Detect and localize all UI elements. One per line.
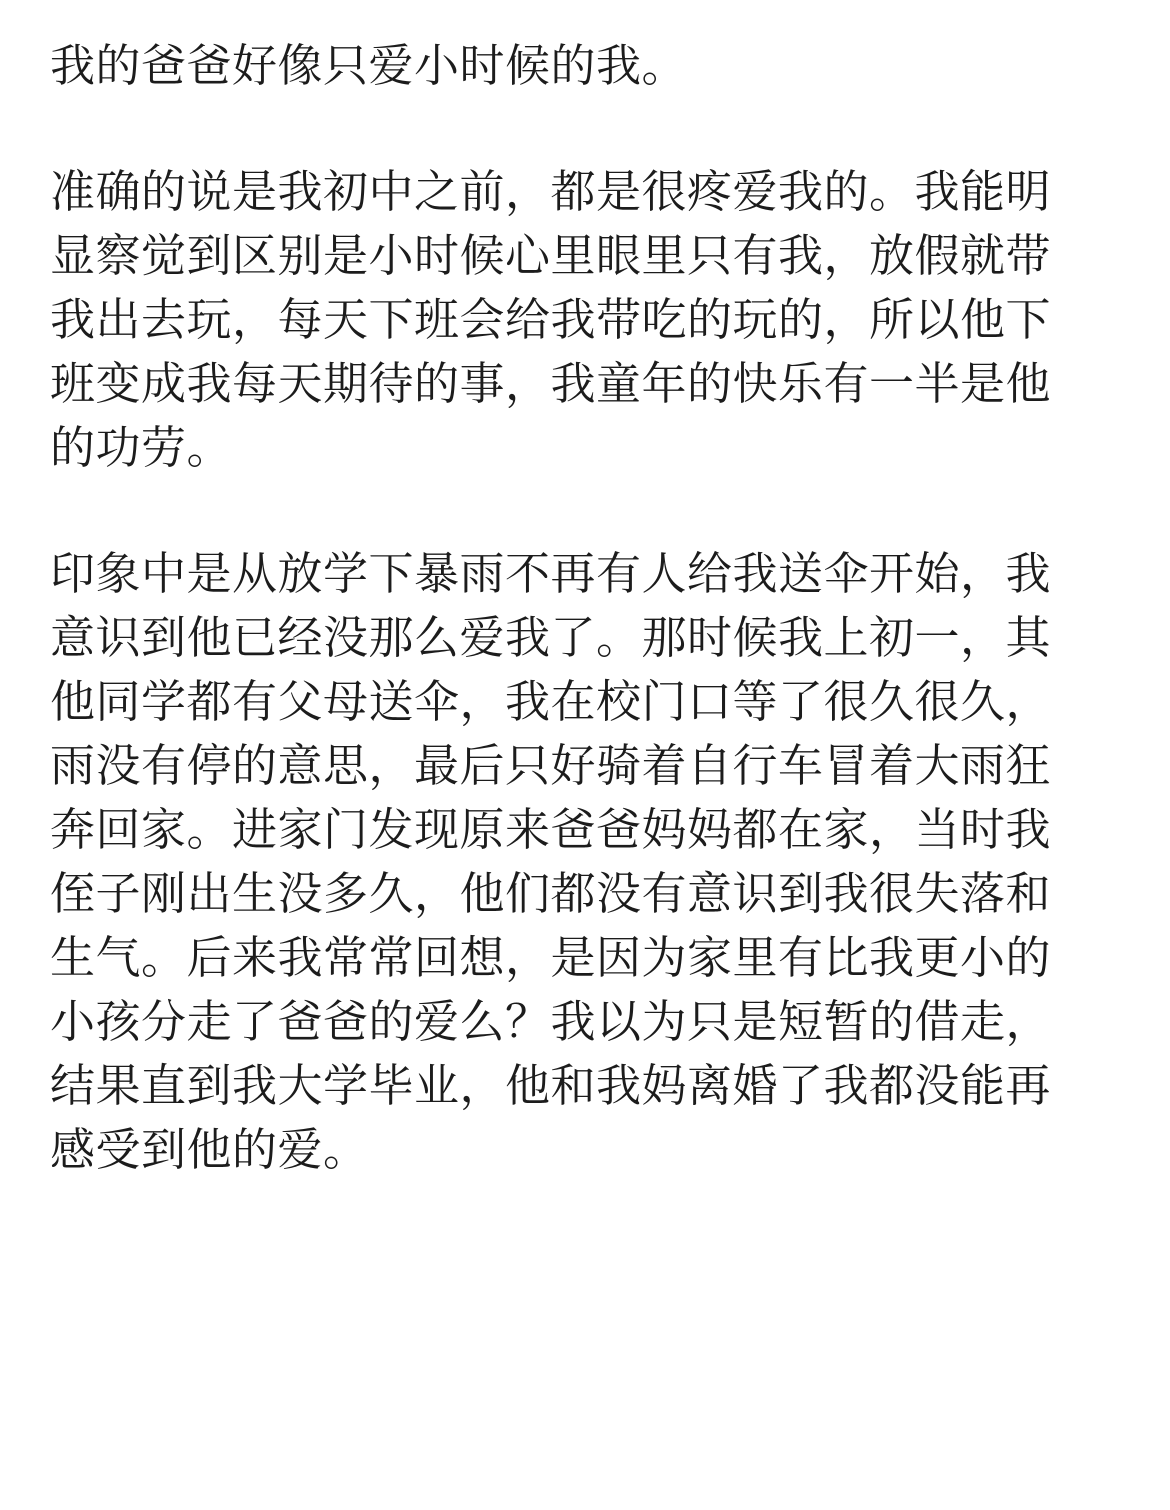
article-body (50, 34, 1080, 1182)
paragraph-3: 印象中是从放学下暴雨不再有人给我送伞开始，我意识到他已经没那么爱我了。那时候我上初一，其他同学都有父母送伞，我在校门口等了很久很久，雨没有停的意思，最后只好骑着自行车冒着大雨狂奔回家。进家门发现原来爸爸妈妈都在家，当时我侄子刚出生没多久，他们都没有意识到我很失落和生气。后来我常常回想，是因为家里有比我更小的小孩分走了爸爸的爱么？我以为只是短暂的借走，结果直到我大学毕业，他和我妈离婚了我都没能再感受到他的爱。 (50, 547, 1052, 1176)
paragraph-1: 我的爸爸好像只爱小时候的我。 (50, 39, 688, 92)
paragraph-2: 准确的说是我初中之前，都是很疼爱我的。我能明显察觉到区别是小时候心里眼里只有我，放假就带我出去玩，每天下班会给我带吃的玩的，所以他下班变成我每天期待的事，我童年的快乐有一半是他的功劳。 (50, 165, 1052, 474)
